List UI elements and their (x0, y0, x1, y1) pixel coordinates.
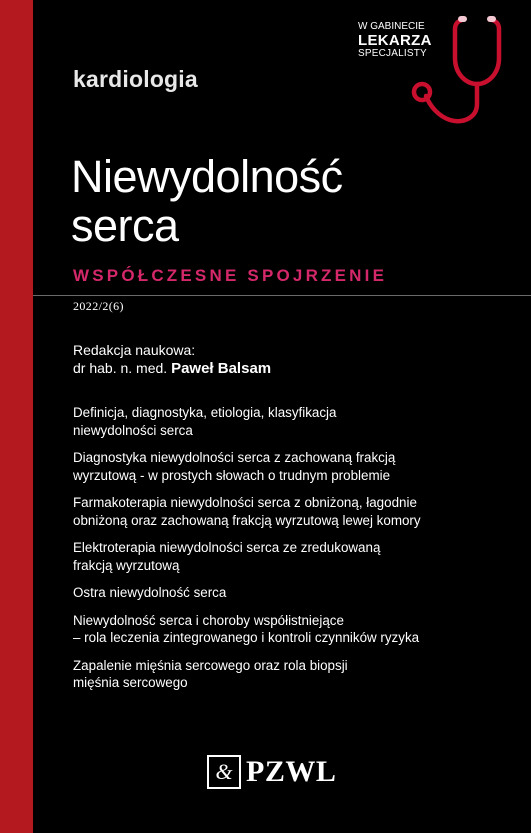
divider (33, 295, 531, 296)
red-spine-band (0, 0, 33, 833)
editor-label: Redakcja naukowa: (73, 342, 196, 358)
editor-line (73, 359, 271, 378)
publisher-mark-icon: & (207, 755, 241, 789)
stethoscope-icon (400, 14, 515, 129)
series-line-3: SPECJALISTY (358, 48, 427, 59)
series-line-1: W GABINECIE (358, 21, 425, 32)
list-item (73, 494, 513, 529)
topic-line: mięśnia sercowego (73, 675, 188, 690)
list-item (73, 584, 513, 602)
topic-line: niewydolności serca (73, 422, 193, 438)
editor-block (73, 341, 271, 378)
topic-line: wyrzutową - w prostych słowach o trudnym problemie (73, 467, 391, 483)
editor-prefix: dr hab. n. med. (73, 360, 168, 376)
topic-line: Ostra niewydolność serca (73, 585, 227, 600)
publisher-logo (207, 754, 336, 790)
list-item (73, 404, 513, 439)
topics-list (73, 404, 513, 702)
list-item (73, 612, 513, 647)
topic-line: Niewydolność serca i choroby współistniejące (73, 612, 344, 628)
list-item (73, 539, 513, 574)
topic-line: frakcją wyrzutową (73, 557, 180, 573)
series-line-2: LEKARZA (358, 32, 432, 49)
topic-line: Farmakoterapia niewydolności serca z obniżoną, łagodnie (73, 495, 417, 510)
topic-line: Diagnostyka niewydolności serca z zachowaną frakcją (73, 450, 396, 465)
list-item (73, 657, 513, 692)
book-subtitle: WSPÓŁCZESNE SPOJRZENIE (73, 266, 388, 285)
topic-line: obniżoną oraz zachowaną frakcją wyrzutową lewej komory (73, 512, 421, 528)
publisher-name: PZWL (246, 755, 337, 788)
title-line-1: Niewydolność (71, 151, 343, 202)
category-label: kardiologia (73, 66, 198, 92)
topic-line: Definicja, diagnostyka, etiologia, klasyfikacja (73, 405, 337, 420)
title-line-2: serca (71, 200, 179, 251)
topic-line: – rola leczenia zintegrowanego i kontroli czynników ryzyka (73, 630, 420, 645)
topic-line: Elektroterapia niewydolności serca ze zredukowaną (73, 540, 381, 555)
issue-number: 2022/2(6) (73, 299, 124, 313)
list-item (73, 449, 513, 484)
book-title (71, 152, 343, 250)
topic-line: Zapalenie mięśnia sercowego oraz rola biopsji (73, 657, 348, 673)
editor-name: Paweł Balsam (171, 360, 272, 377)
